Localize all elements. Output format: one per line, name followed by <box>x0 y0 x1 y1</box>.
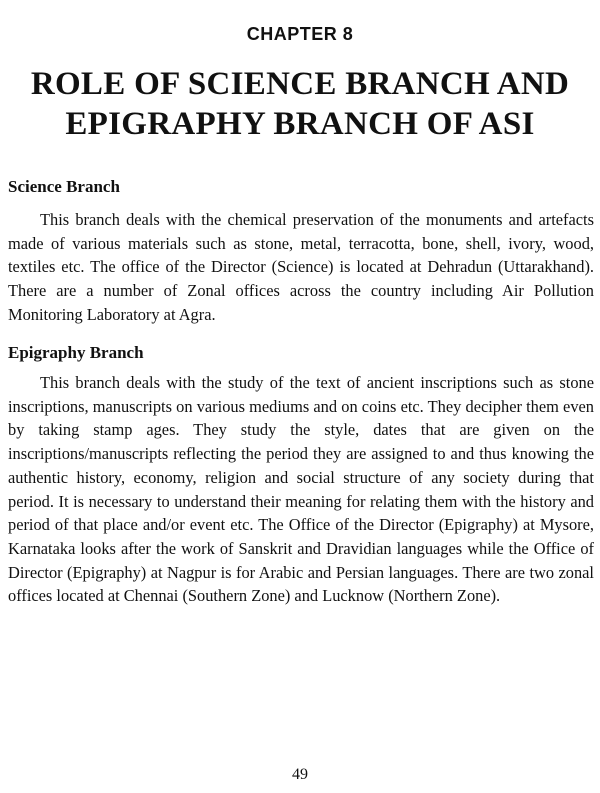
chapter-title-line-1: ROLE OF SCIENCE BRANCH AND <box>30 66 570 102</box>
science-branch-heading: Science Branch <box>8 177 120 196</box>
epigraphy-branch-paragraph: This branch deals with the study of the text of ancient inscriptions such as stone inscriptions, manuscripts on various mediums and on coins etc. They decipher them even by taking stamp ages. They study the style, dates that are given on the inscriptions/manuscripts reflecting the period they are assigned to and thus knowing the authentic history, economy, religion and social structure of any society during that period. It is necessary to understand their meaning for relating them with the history and period of that place and/or event etc. The Office of the Director (Epigraphy) at Mysore, Karnataka looks after the work of Sanskrit and Dravidian languages while the Office of Director (Epigraphy) at Nagpur is for Arabic and Persian languages. There are two zonal offices located at Chennai (Southern Zone) and Lucknow (Northern Zone). <box>8 373 594 606</box>
page-number: 49 <box>292 766 308 783</box>
chapter-title-line-2: EPIGRAPHY BRANCH OF ASI <box>65 106 535 142</box>
epigraphy-branch-heading: Epigraphy Branch <box>8 343 144 362</box>
chapter-title <box>0 64 600 144</box>
chapter-label: CHAPTER 8 <box>246 24 354 44</box>
science-branch-paragraph: This branch deals with the chemical preservation of the monuments and artefacts made of various materials such as stone, metal, terracotta, bone, shell, ivory, wood, textiles etc. The office of the Director (Science) is located at Dehradun (Uttarakhand). There are a number of Zonal offices across the country including Air Pollution Monitoring Laboratory at Agra. <box>8 210 594 324</box>
